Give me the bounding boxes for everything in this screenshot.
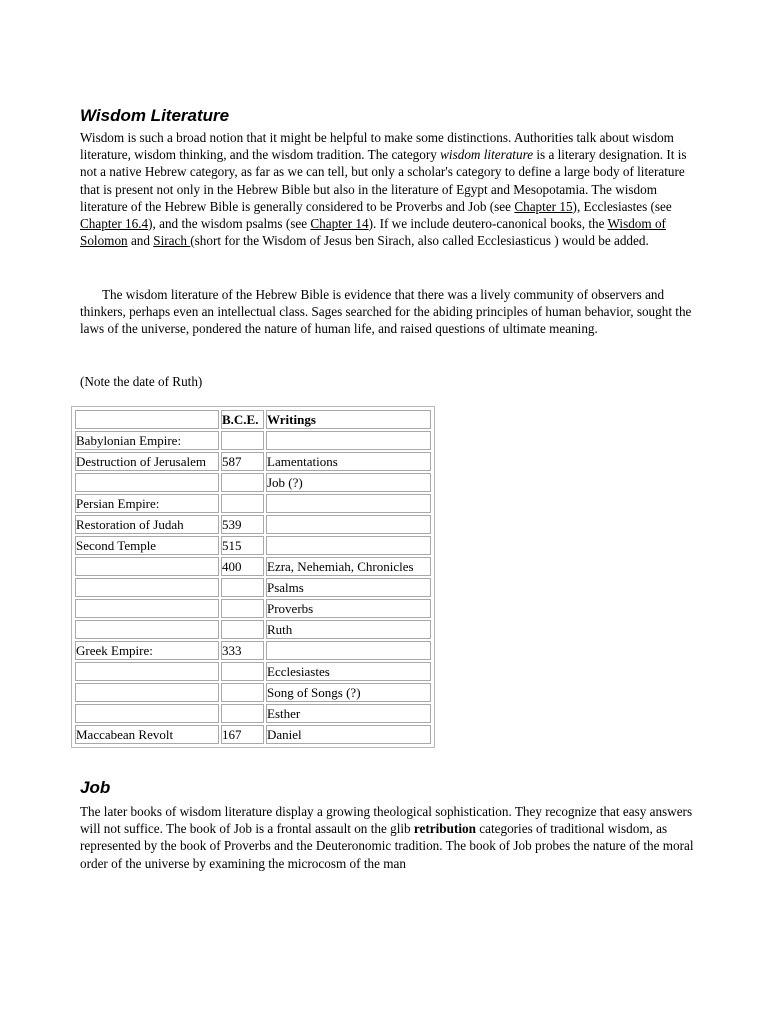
text-run: Wisdom is such a broad notion that it might be helpful to make some distinctions. Authorities talk about wisdom literature, wisdom thinking, and the wisdom tradition. The category <box>80 130 674 163</box>
table-row <box>75 725 431 744</box>
link-chapter-14[interactable]: Chapter 14 <box>310 216 369 232</box>
cell-event: Second Temple <box>75 536 219 555</box>
cell-bce-year <box>221 473 264 492</box>
text-run: (short for the Wisdom of Jesus ben Sirach, also called Ecclesiasticus ) would be added. <box>190 233 649 249</box>
cell-event <box>75 620 219 639</box>
cell-bce-year <box>221 704 264 723</box>
cell-writings: Ecclesiastes <box>266 662 431 681</box>
cell-event <box>75 473 219 492</box>
table-header-row <box>75 410 431 429</box>
table-row <box>75 536 431 555</box>
cell-event <box>75 704 219 723</box>
cell-event <box>75 683 219 702</box>
header-cell-bce: B.C.E. <box>221 410 264 429</box>
text-run: ). If we include deutero-canonical books, the <box>368 216 608 232</box>
bold-retribution: retribution <box>413 821 476 837</box>
cell-bce-year: 333 <box>221 641 264 660</box>
text-run: categories of traditional wisdom, as represented by the book of Proverbs and the Deuteronomic tradition. The book of Job probes the nature of the moral order of the universe by examining the microcosm of the man <box>80 821 694 871</box>
cell-event: Maccabean Revolt <box>75 725 219 744</box>
cell-event: Greek Empire: <box>75 641 219 660</box>
text-run: is a literary designation. It is not a native Hebrew category, as far as we can tell, but only a scholar's category to define a large body of literature that is present not only in the Hebrew Bible but also in the literature of Egypt and Mesopotamia. The wisdom literature of the Hebrew Bible is generally considered to be Proverbs and Job (see <box>80 147 687 214</box>
cell-writings: Job (?) <box>266 473 431 492</box>
cell-writings: Daniel <box>266 725 431 744</box>
cell-event: Persian Empire: <box>75 494 219 513</box>
cell-event: Destruction of Jerusalem <box>75 452 219 471</box>
text-run: and <box>127 233 154 249</box>
cell-bce-year <box>221 683 264 702</box>
table-row <box>75 704 431 723</box>
table-row <box>75 683 431 702</box>
cell-bce-year: 515 <box>221 536 264 555</box>
text-run: ), Ecclesiastes (see <box>572 198 672 214</box>
timeline-table-frame <box>71 406 435 748</box>
table-row <box>75 641 431 660</box>
table-row <box>75 494 431 513</box>
cell-bce-year: 587 <box>221 452 264 471</box>
text-run: The later books of wisdom literature display a growing theological sophistication. They recognize that easy answers will not suffice. The book of Job is a frontal assault on the glib <box>80 804 693 837</box>
cell-bce-year: 167 <box>221 725 264 744</box>
cell-bce-year <box>221 494 264 513</box>
link-wisdom-of-solomon[interactable]: Wisdom of Solomon <box>80 216 666 249</box>
cell-event <box>75 557 219 576</box>
note-date-of-ruth: (Note the date of Ruth) <box>80 374 203 389</box>
section-heading-job: Job <box>80 778 111 797</box>
table-row <box>75 473 431 492</box>
cell-bce-year <box>221 662 264 681</box>
cell-bce-year: 539 <box>221 515 264 534</box>
link-chapter-16-4[interactable]: Chapter 16.4 <box>80 216 149 232</box>
cell-writings: Ezra, Nehemiah, Chronicles <box>266 557 431 576</box>
table-row <box>75 662 431 681</box>
cell-writings <box>266 641 431 660</box>
cell-bce-year <box>221 599 264 618</box>
cell-writings <box>266 515 431 534</box>
cell-event <box>75 599 219 618</box>
cell-bce-year: 400 <box>221 557 264 576</box>
table-row <box>75 431 431 450</box>
cell-event <box>75 578 219 597</box>
cell-event: Babylonian Empire: <box>75 431 219 450</box>
cell-writings <box>266 494 431 513</box>
cell-writings: Psalms <box>266 578 431 597</box>
paragraph-wisdom-intro <box>80 129 700 249</box>
text-run: ), and the wisdom psalms (see <box>148 216 311 232</box>
cell-writings: Lamentations <box>266 452 431 471</box>
cell-writings: Ruth <box>266 620 431 639</box>
section-heading-wisdom-literature: Wisdom Literature <box>80 106 230 125</box>
table-row <box>75 452 431 471</box>
paragraph-job-intro <box>80 803 700 872</box>
cell-event: Restoration of Judah <box>75 515 219 534</box>
table-row <box>75 620 431 639</box>
cell-bce-year <box>221 578 264 597</box>
timeline-table <box>73 408 433 746</box>
cell-writings: Esther <box>266 704 431 723</box>
link-chapter-15[interactable]: Chapter 15 <box>514 198 573 214</box>
header-cell-writings: Writings <box>266 410 431 429</box>
header-cell-empire <box>75 410 219 429</box>
cell-bce-year <box>221 431 264 450</box>
table-row <box>75 515 431 534</box>
table-row <box>75 557 431 576</box>
link-sirach[interactable]: Sirach <box>153 233 191 249</box>
timeline-table-body <box>75 431 431 744</box>
cell-writings: Song of Songs (?) <box>266 683 431 702</box>
table-row <box>75 599 431 618</box>
cell-writings: Proverbs <box>266 599 431 618</box>
cell-event <box>75 662 219 681</box>
emphasis-wisdom-literature: wisdom literature <box>440 147 534 163</box>
cell-writings <box>266 536 431 555</box>
cell-bce-year <box>221 620 264 639</box>
table-row <box>75 578 431 597</box>
paragraph-wisdom-community: The wisdom literature of the Hebrew Bible is evidence that there was a lively community of observers and thinkers, perhaps even an intellectual class. Sages searched for the abiding principles of human behavior, sought the laws of the universe, pondered the nature of human life, and raised questions of ultimate meaning. <box>80 287 692 337</box>
cell-writings <box>266 431 431 450</box>
